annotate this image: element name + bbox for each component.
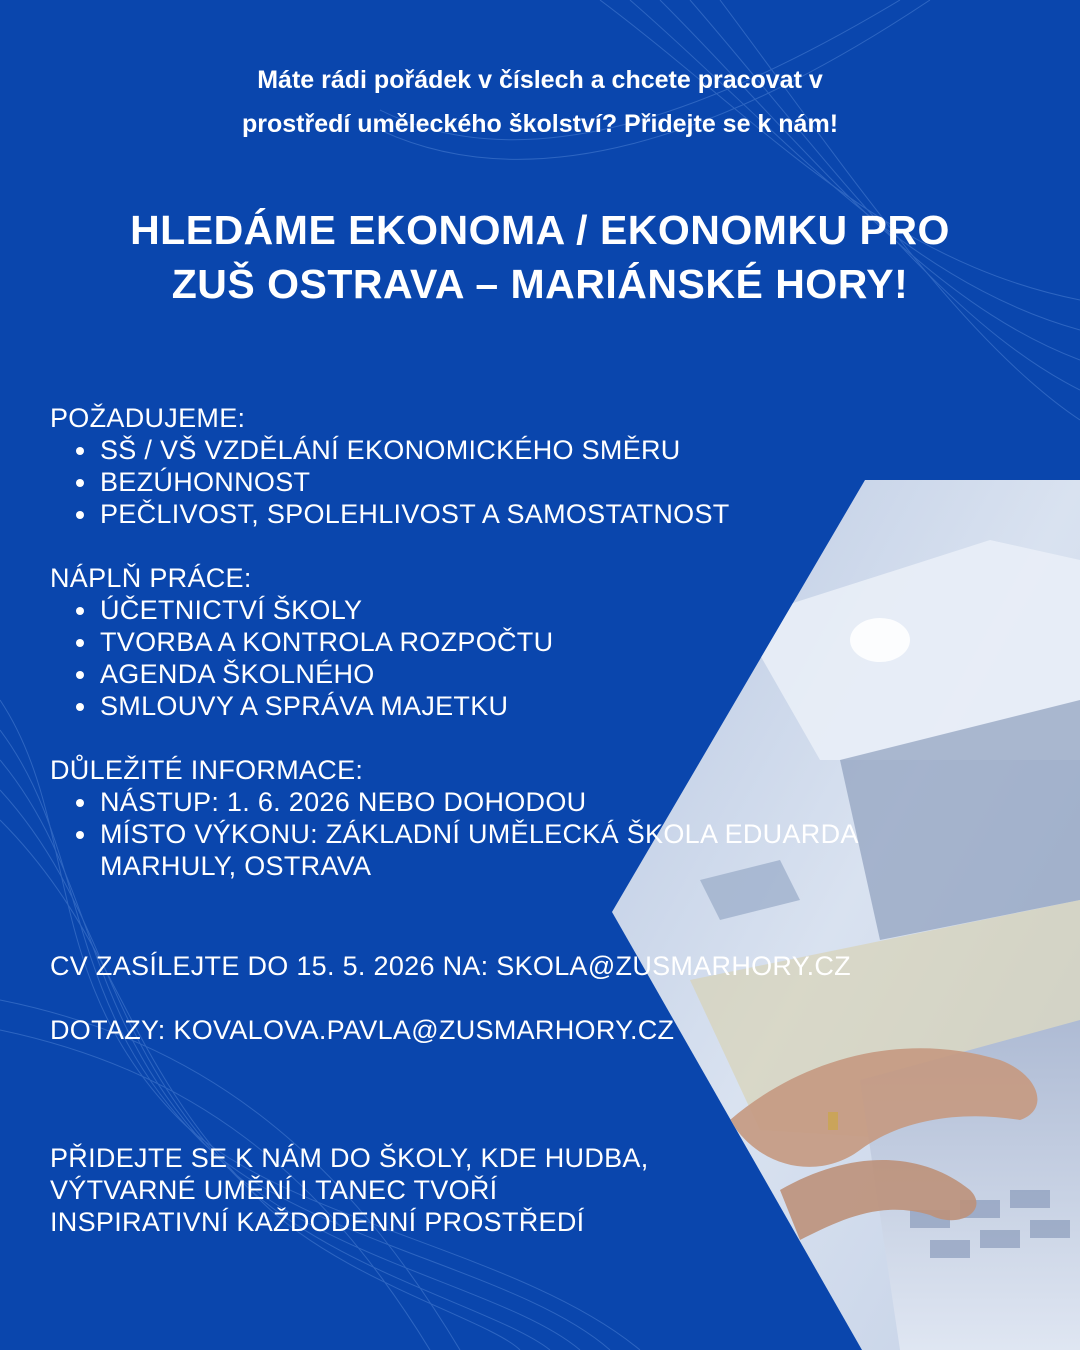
list-item: SMLOUVY A SPRÁVA MAJETKU: [50, 690, 1010, 722]
requirements-list: [50, 434, 1010, 530]
intro-text: [90, 58, 990, 146]
list-item: AGENDA ŠKOLNÉHO: [50, 658, 1010, 690]
place-line: MÍSTO VÝKONU: ZÁKLADNÍ UMĚLECKÁ ŠKOLA EDUARDA: [100, 819, 859, 849]
closing-line: PŘIDEJTE SE K NÁM DO ŠKOLY, KDE HUDBA,: [50, 1143, 649, 1173]
closing-line: VÝTVARNÉ UMĚNÍ I TANEC TVOŘÍ: [50, 1175, 498, 1205]
info-heading: DŮLEŽITÉ INFORMACE:: [50, 755, 364, 785]
intro-line: prostředí uměleckého školství? Přidejte se k nám!: [241, 110, 839, 138]
list-item: [50, 818, 1010, 882]
info-list: [50, 786, 1010, 882]
closing-line: INSPIRATIVNÍ KAŽDODENNÍ PROSTŘEDÍ: [50, 1207, 585, 1237]
duties-list: [50, 594, 1010, 722]
job-details: [50, 402, 1010, 914]
headline: [20, 203, 1060, 311]
list-item: NÁSTUP: 1. 6. 2026 NEBO DOHODOU: [50, 786, 1010, 818]
list-item: TVORBA A KONTROLA ROZPOČTU: [50, 626, 1010, 658]
headline-line: HLEDÁME EKONOMA / EKONOMKU PRO: [130, 207, 950, 253]
list-item: BEZÚHONNOST: [50, 466, 1010, 498]
closing-text: [50, 1142, 810, 1238]
list-item: ÚČETNICTVÍ ŠKOLY: [50, 594, 1010, 626]
duties-heading: NÁPLŇ PRÁCE:: [50, 563, 252, 593]
list-item: PEČLIVOST, SPOLEHLIVOST A SAMOSTATNOST: [50, 498, 1010, 530]
place-line: MARHULY, OSTRAVA: [100, 851, 372, 881]
requirements-heading: POŽADUJEME:: [50, 403, 246, 433]
headline-line: ZUŠ OSTRAVA – MARIÁNSKÉ HORY!: [171, 261, 909, 307]
cv-contact: CV ZASÍLEJTE DO 15. 5. 2026 NA: SKOLA@ZUSMARHORY.CZ: [50, 951, 851, 981]
list-item: SŠ / VŠ VZDĚLÁNÍ EKONOMICKÉHO SMĚRU: [50, 434, 1010, 466]
intro-line: Máte rádi pořádek v číslech a chcete pracovat v: [257, 66, 823, 94]
questions-contact: DOTAZY: KOVALOVA.PAVLA@ZUSMARHORY.CZ: [50, 1015, 675, 1045]
